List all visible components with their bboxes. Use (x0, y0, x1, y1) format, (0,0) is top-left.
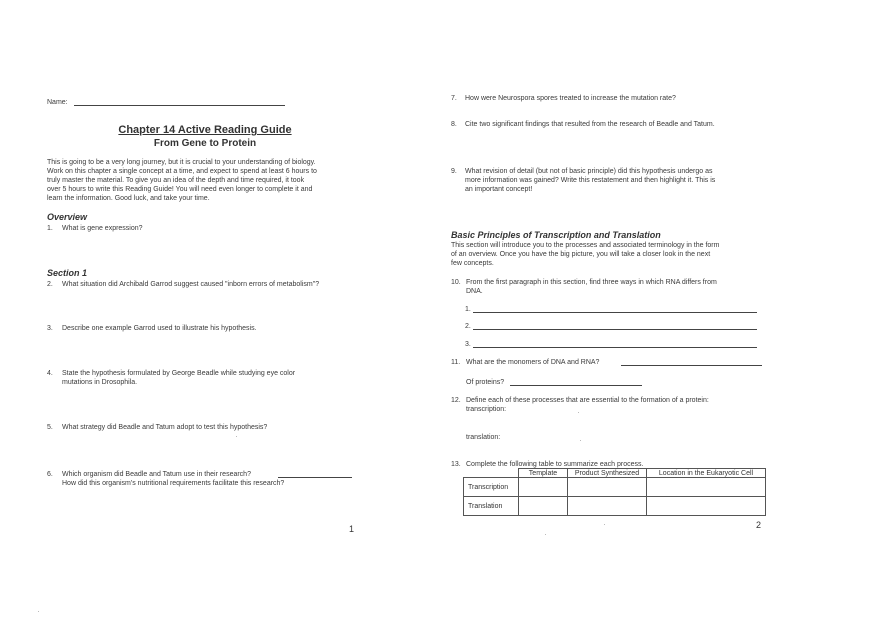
intro-line: over 5 hours to write this Reading Guide! You will need even longer to complete it and (47, 186, 313, 193)
section-1-heading: Section 1 (47, 268, 88, 278)
question-12-number: 12. (451, 397, 461, 404)
question-2: What situation did Archibald Garrod suggest caused "inborn errors of metabolism"? (62, 281, 320, 288)
table-cell[interactable] (568, 497, 647, 516)
name-blank-line (74, 105, 285, 106)
table-row-label: Translation (464, 497, 519, 516)
question-6-answer-line (278, 477, 352, 478)
rna-difference-1-label: 1. (465, 306, 471, 313)
overview-heading: Overview (47, 212, 88, 222)
table-cell[interactable] (647, 497, 766, 516)
question-4-number: 4. (47, 370, 53, 377)
question-7-number: 7. (451, 95, 457, 102)
question-9-line: an important concept! (465, 186, 533, 193)
table-cell[interactable] (519, 497, 568, 516)
intro-line: truly master the material. To give you an idea of the depth and time required, it took (47, 177, 305, 184)
question-9-line: What revision of detail (but not of basic principle) did this hypothesis undergo as (465, 168, 713, 175)
page-number-2: 2 (756, 520, 762, 530)
transcription-term: transcription: (466, 406, 507, 413)
page-number-1: 1 (349, 524, 355, 534)
question-5: What strategy did Beadle and Tatum adopt to test this hypothesis? (62, 424, 268, 431)
chapter-title: Chapter 14 Active Reading Guide (118, 124, 292, 136)
scan-speck (545, 534, 546, 535)
name-label: Name: (47, 99, 68, 106)
rna-difference-3-label: 3. (465, 341, 471, 348)
rna-difference-2-line (473, 329, 757, 330)
question-4-line-1: State the hypothesis formulated by George Beadle while studying eye color (62, 370, 296, 377)
rna-difference-2-label: 2. (465, 323, 471, 330)
question-10-line-2: DNA. (466, 288, 483, 295)
chapter-subtitle: From Gene to Protein (153, 138, 257, 149)
question-8: Cite two significant findings that resulted from the research of Beadle and Tatum. (465, 121, 715, 128)
table-header-row (464, 469, 766, 478)
question-6-number: 6. (47, 471, 53, 478)
table-header-cell: Template (519, 469, 568, 478)
question-3-number: 3. (47, 325, 53, 332)
intro-paragraph (47, 158, 367, 203)
question-1-number: 1. (47, 225, 53, 232)
question-2-number: 2. (47, 281, 53, 288)
question-13: Complete the following table to summarize each process. (466, 461, 644, 468)
question-11-proteins-line (510, 385, 642, 386)
question-11: What are the monomers of DNA and RNA? (466, 359, 600, 366)
question-6-line-2: How did this organism's nutritional requirements facilitate this research? (62, 480, 285, 487)
question-7: How were Neurospora spores treated to increase the mutation rate? (465, 95, 676, 102)
table-header-cell: Product Synthesized (568, 469, 647, 478)
rna-difference-3-line (473, 347, 757, 348)
question-9 (465, 167, 715, 194)
table-cell[interactable] (519, 478, 568, 497)
scan-speck (580, 440, 581, 441)
question-11-proteins: Of proteins? (466, 379, 505, 386)
scan-speck (578, 412, 579, 413)
table-cell[interactable] (647, 478, 766, 497)
section-intro-line: This section will introduce you to the processes and associated terminology in the form (451, 242, 720, 249)
table-row (464, 497, 766, 516)
scan-speck (604, 524, 605, 525)
translation-term: translation: (466, 434, 501, 441)
question-1: What is gene expression? (62, 225, 143, 232)
table-cell[interactable] (568, 478, 647, 497)
question-11-answer-line (621, 365, 762, 366)
section-intro-line: few concepts. (451, 260, 494, 267)
question-9-line: more information was gained? Write this restatement and then highlight it. This is (465, 177, 716, 184)
question-3: Describe one example Garrod used to illustrate his hypothesis. (62, 325, 257, 332)
question-6-line-1: Which organism did Beadle and Tatum use in their research? (62, 471, 251, 478)
basic-principles-heading: Basic Principles of Transcription and Translation (451, 230, 661, 240)
table-row (464, 478, 766, 497)
summary-table (463, 468, 766, 516)
section-intro (451, 241, 719, 268)
question-4-line-2: mutations in Drosophila. (62, 379, 138, 386)
section-intro-line: of an overview. Once you have the big picture, you will take a closer look in the next (451, 251, 711, 258)
scan-speck (38, 611, 39, 612)
question-8-number: 8. (451, 121, 457, 128)
question-11-number: 11. (451, 359, 461, 366)
question-9-number: 9. (451, 168, 457, 175)
intro-line: learn the information. Good luck, and take your time. (47, 195, 210, 202)
table-header-cell: Location in the Eukaryotic Cell (647, 469, 766, 478)
table-row-label: Transcription (464, 478, 519, 497)
question-13-number: 13. (451, 461, 461, 468)
rna-difference-1-line (473, 312, 757, 313)
intro-line: Work on this chapter a single concept at a time, and expect to spend at least 6 hours to (47, 168, 317, 175)
scan-speck (236, 436, 237, 437)
question-10-number: 10. (451, 279, 461, 286)
table-header-cell (464, 469, 519, 478)
question-10-line-1: From the first paragraph in this section, find three ways in which RNA differs from (466, 279, 717, 286)
question-12: Define each of these processes that are essential to the formation of a protein: (466, 397, 709, 404)
question-5-number: 5. (47, 424, 53, 431)
intro-line: This is going to be a very long journey, but it is crucial to your understanding of biology. (47, 159, 316, 166)
